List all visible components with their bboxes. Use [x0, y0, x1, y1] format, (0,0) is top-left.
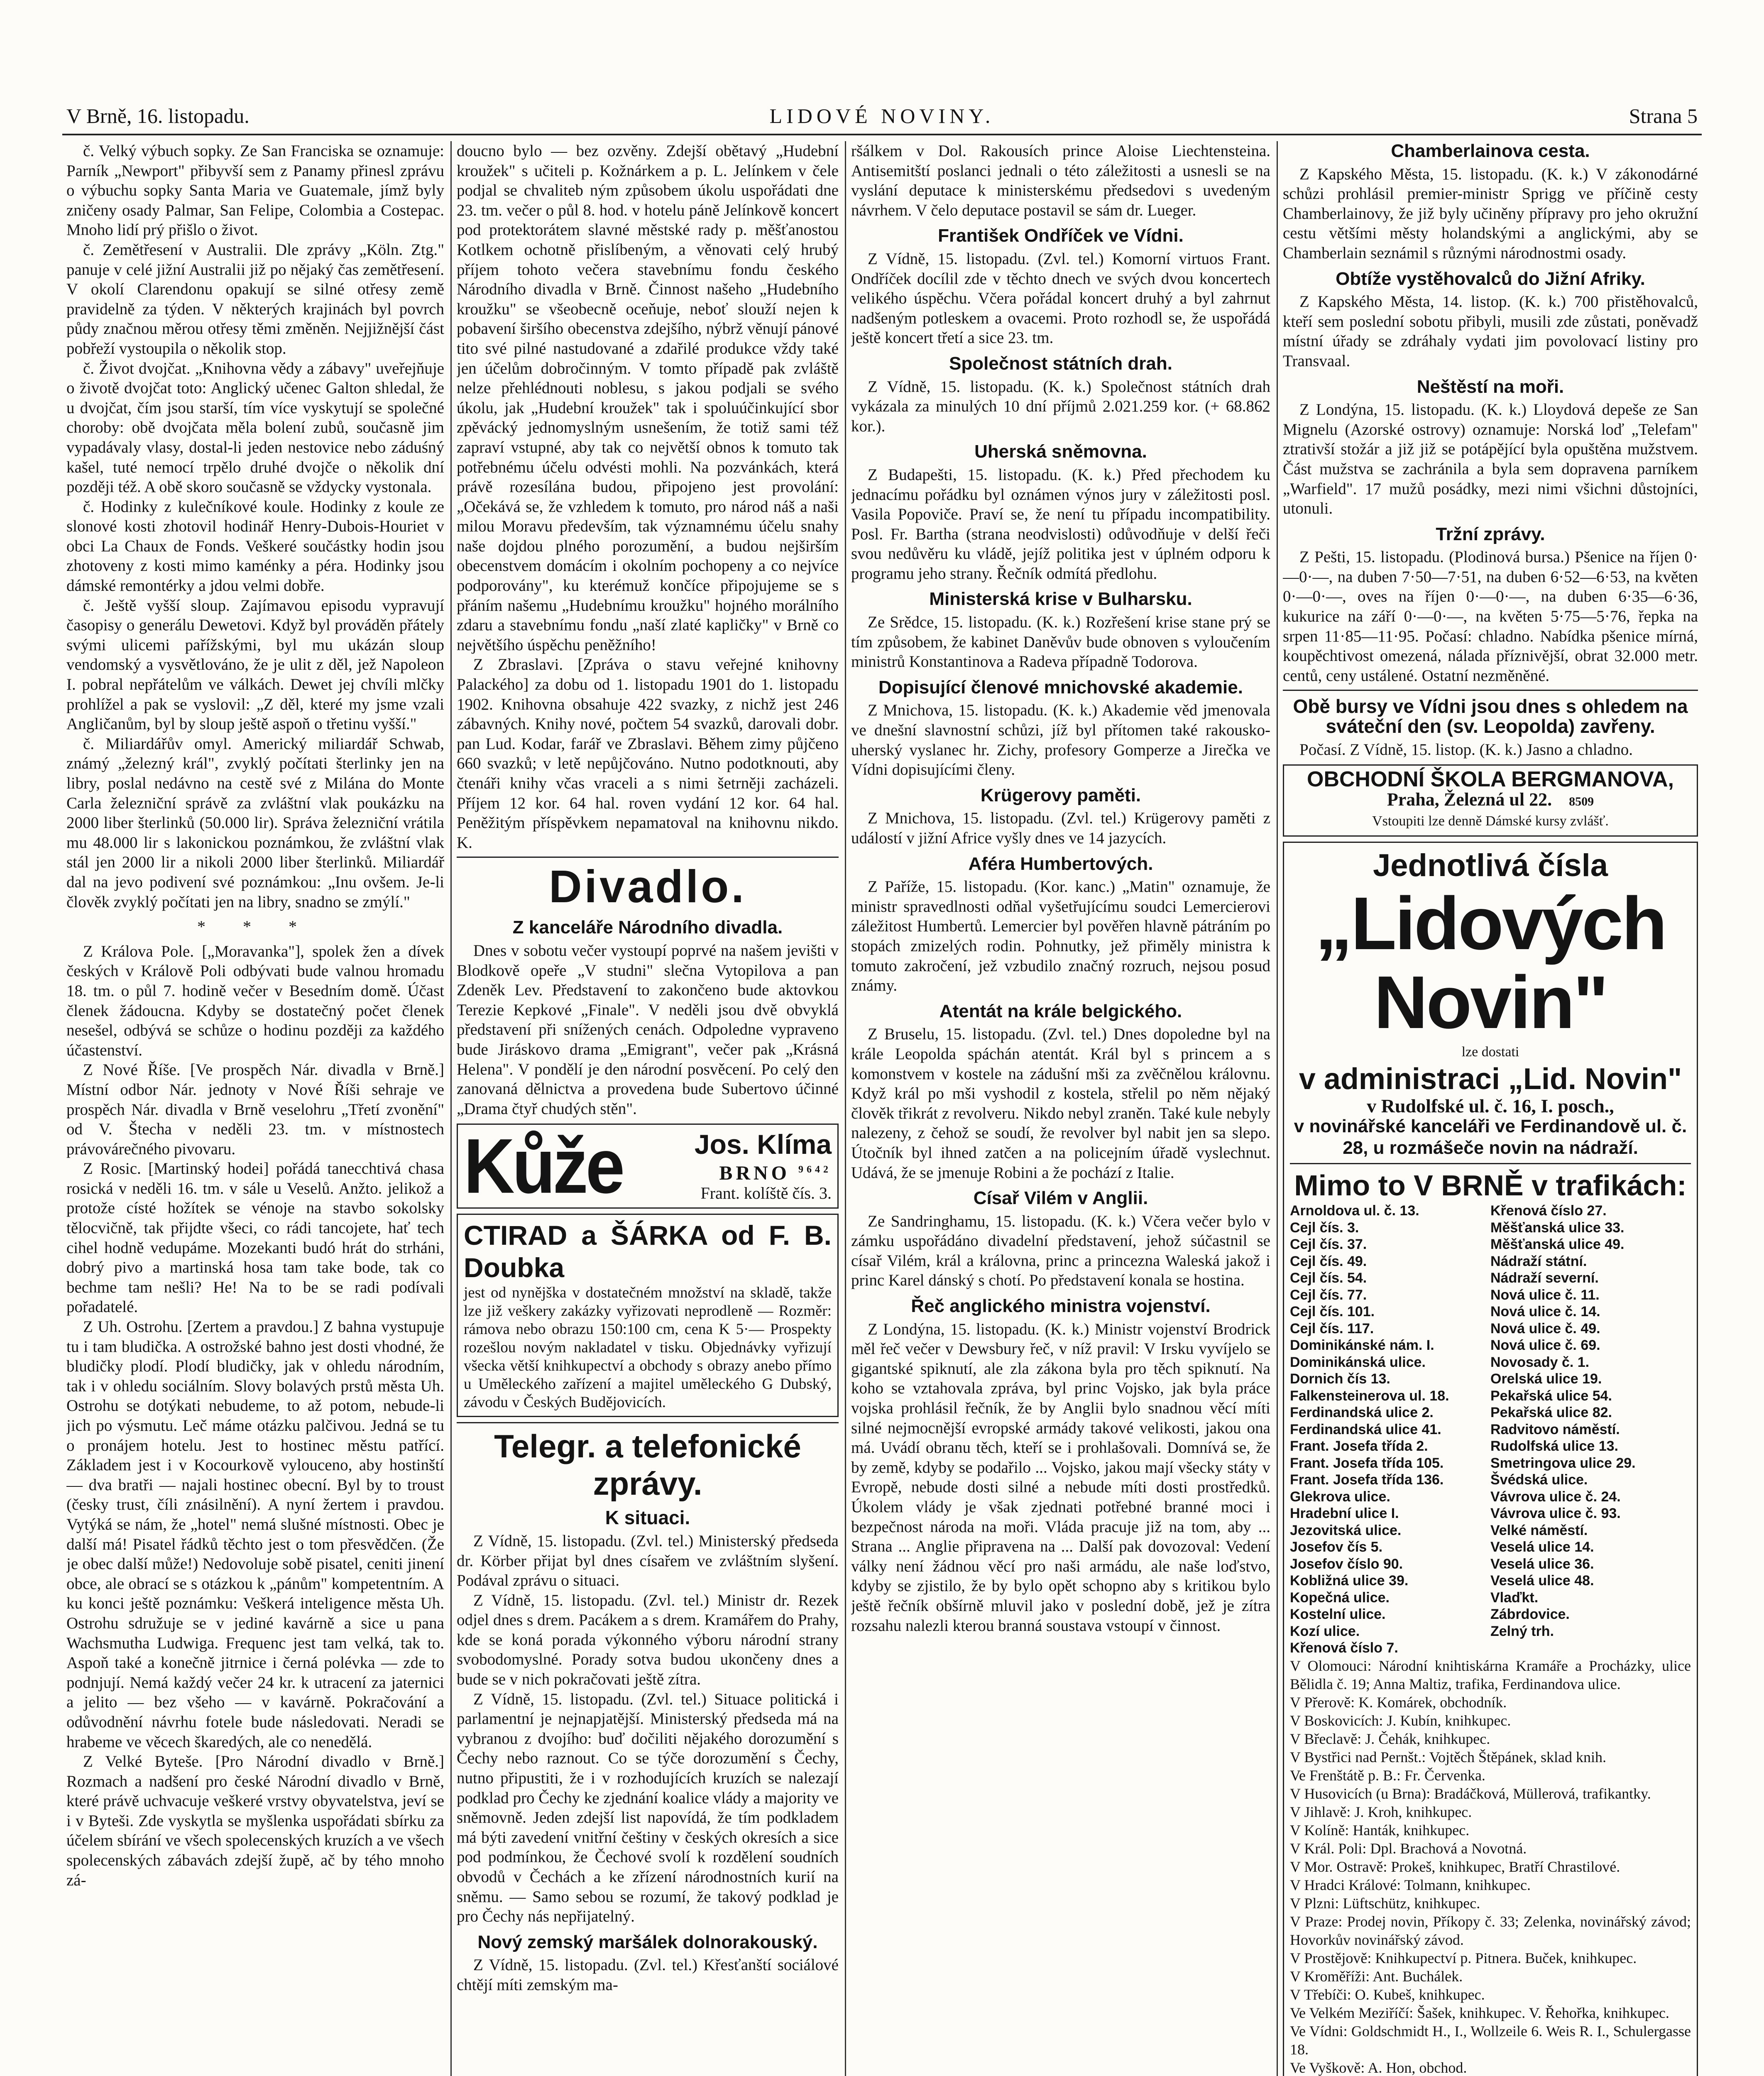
- trafika-item: Radvitovo náměstí.: [1490, 1421, 1620, 1437]
- article-weather: Počasí. Z Vídně, 15. listop. (K. k.) Jasno a chladno.: [1299, 740, 1633, 759]
- trafika-item: Frant. Josefa třída 136.: [1290, 1472, 1444, 1488]
- ad-bergman-sub: Vstoupiti lze denně Dámské kursy zvlášť.: [1372, 813, 1609, 829]
- trafika-item: Ferdinandská ulice 41.: [1290, 1421, 1441, 1437]
- venkov-item: V Jihlavě: J. Kroh, knihkupec.: [1290, 1803, 1472, 1820]
- trafika-item: Nová ulice č. 11.: [1490, 1287, 1600, 1303]
- heading-market: Tržní zprávy.: [1436, 524, 1545, 544]
- trafika-item: Glekrova ulice.: [1290, 1488, 1390, 1505]
- ad-ctirad-body: jest od nynějška v dostatečném množství na skladě, takže lze již veškery zakázky vyřizovati neprodleně — Rozměr: rámova nebo obrazu 150:100 cm, cena K 5·— Prospekty rozešlou novým nakladatel v tisku. Objednávky vyřizují všecka větší knihkupectví a obchody s obrazy anebo přímo u Uměleckého zařízení a majitel uměleckého G Dubský, závodu v Českých Budějovicích.: [464, 1284, 832, 1411]
- heading-emigrants: Obtíže vystěhovalců do Jižní Afriky.: [1336, 268, 1645, 289]
- heading-sea-disaster: Neštěstí na moři.: [1417, 376, 1564, 397]
- heading-marshal: Nový zemský maršálek dolnorakouský.: [477, 1932, 818, 1952]
- venkov-item: V Husovicích (u Brna): Bradáčková, Müllerová, trafikantky.: [1290, 1785, 1651, 1802]
- ad-kuze-firm: [631, 1129, 832, 1203]
- trafika-item: Cejl čís. 101.: [1290, 1304, 1375, 1320]
- trafika-item: Cejl čís. 77.: [1290, 1287, 1367, 1303]
- header-place-date: V Brně, 16. listopadu.: [66, 104, 250, 127]
- trafika-item: Cejl čís. 3.: [1290, 1219, 1359, 1236]
- trafika-list-right: [1490, 1202, 1691, 1657]
- venkov-item: Ve Vídni: Goldschmidt H., I., Wollzeile 6. Weis R. I., Schulergasse 18.: [1290, 2022, 1691, 2058]
- venkov-item: V Břeclavě: J. Čehák, knihkupec.: [1290, 1730, 1490, 1747]
- article-watch: č. Hodinky z kulečníkové koule. Hodinky z koule ze slonové kosti zhotovil hodinář Henry-Dubois-Houriet v obci La Chaux de Fonds. Veškeré součástky hodin jsou zhotoveny z kosti mimo kaménky a péra. Hodinky jsou dámské remontérky a jdou velmi dobře.: [66, 497, 444, 595]
- trafika-item: Křenová číslo 7.: [1290, 1640, 1398, 1656]
- article-velka-bytes-cont: doucno bylo — bez ozvěny. Zdejší obětavý „Hudební kroužek" s učiteli p. Kožnárkem a p. L. Jelínkem v čele podjal se chvaliteb ným způsobem úkolu uspořádati dne 23. tm. večer o půl 8. hod. v hotelu páně Jelínkově koncert pod protektorátem slavné městské rady p. měšťanostou Kotlkem ochotně přislíbeným, a věnovati celý hrubý příjem tohoto večera stavebnímu fondu českého Národního divadla v Brně. Činnost našeho „Hudebního kroužku" se všeobecně oceňuje, neboť slouží nejen k pobavení širšího obecenstva zdejšího, nýbrž věnují pánové tito své pilné nastudované a zdařilé produkce vždy také jen účelům dobročinným. V tomto případě pak zvláště nelze přehlédnouti noblesu, s jakou podjali se svého úkolu, jak „Hudební kroužek" tak i spoluúčinkující sbor zpěvácký jednomyslným usnešením, že totiž sami též zapraví vstupné, aby tak co největší obnos k tomuto tak potřebnému účelu odvésti mohli. Na pozvánkách, která právě rozesílána budou, připojeno jest provolání: „Očekává se, že vzhledem k tomuto, pro národ náš a naši milou Moravu především, tak významnému účelu snahy naše dojdou plného porozumění, a budou nejširším obecenstvem domácím i okolním pochopeny a co nejvíce podporovány", ku kterémuž končíce připojujeme se s přáním našemu „Hudebnímu kroužku" hojného morálního zdaru a stavebnímu fondu „naší zlaté kapličky" v Brně co největšího úspěchu peněžního!: [457, 142, 839, 654]
- trafika-item: Kozí ulice.: [1290, 1623, 1360, 1639]
- notice-bourses-closed: Obě bursy ve Vídni jsou dnes s ohledem na sváteční den (sv. Leopolda) zavřeny.: [1293, 695, 1688, 737]
- trafika-item: Dornich čís 13.: [1290, 1371, 1390, 1387]
- trafika-item: Vávrova ulice č. 24.: [1490, 1488, 1621, 1505]
- venkov-item: V Kroměříži: Ant. Buchálek.: [1290, 1968, 1463, 1985]
- trafika-list: [1290, 1202, 1691, 1657]
- trafika-item: Měšťanská ulice 33.: [1490, 1219, 1625, 1236]
- article-war-minister: Z Londýna, 15. listopadu. (K. k.) Ministr vojenství Brodrick měl řeč večer v Dewsbury řeč, v níž pravil: V Irsku vyvíjelo se gigantské spiknutí, ale zla zákona byla pro těch spiknutí. Na koho se vztahovala zpráva, byl princ Vojsko, jak byla práce vojska prohlásil řečník, že by Anglii bylo snadnou věcí míti silné nejmocnější evropské armády takové velikosti, jakou ona má. Uvádí obranu těch, kteří se i prohlašovali. Domnívá se, že by země, kdyby se podařilo ... Vojsko, jakou mají všecky státy v Evropě, nebude dosti silné a nebude míti dosti prostředků. Úkolem vlády je však zjednati potřebné branné moci i bezpečnost národa na moři. Vláda pracuje již na tom, aby ... Strana ... Anglie připravena na ... Další pak dovozoval: Vedení války není žádnou věcí pro naši armádu, ale naše loďstvo, kdyby se zjistilo, že by bylo opět schopno aby s kritikou bylo ještě řečník obšírně mluvil jako v poslední době, jež je zítra rozsahu nalezli kterou branná soustava vstoupí v činnost.: [851, 1320, 1270, 1635]
- venkov-item: Ve Frenštátě p. B.: Fr. Červenka.: [1290, 1767, 1485, 1784]
- trafika-item: Nová ulice č. 49.: [1490, 1320, 1600, 1337]
- trafika-item: Cejl čís. 37.: [1290, 1236, 1367, 1253]
- ad-rudolfska: v Rudolfské ul. č. 16, I. posch.,: [1367, 1095, 1614, 1116]
- trafika-item: Novosady č. 1.: [1490, 1354, 1590, 1370]
- heading-kruger: Krügerovy paměti.: [980, 785, 1141, 805]
- venkov-item: V Král. Poli: Dpl. Brachová a Novotná.: [1290, 1840, 1527, 1857]
- heading-chamberlain: Chamberlainova cesta.: [1391, 141, 1590, 161]
- venkov-item: V Plzni: Lüftschütz, knihkupec.: [1290, 1895, 1480, 1912]
- venkov-item: Ve Vyškově: A. Hon, obchod.: [1290, 2059, 1467, 2076]
- heading-war-minister: Řeč anglického ministra vojenství.: [911, 1296, 1211, 1317]
- column-1: [66, 141, 444, 2076]
- article-chamberlain: Z Kapského Města, 15. listopadu. (K. k.) V zákonodárné schůzi prohlásil premier-ministr Sprigg ve příčině cesty Chamberlainovy, že již byly učiněny přípravy pro jeho okružní cestu většími městy holandskými a anglickými, aby se Chamberlain seznámil s různými národnostmi osady.: [1283, 165, 1698, 262]
- article-kralovo-pole: Z Králova Pole. [„Moravanka"], spolek žen a dívek českých v Králově Poli odbývati bude valnou hromadu 18. tm. o půl 7. hodině večer v Besedním domě. Účast členek žádoucna. Kdyby se dostatečný počet členek nesešel, odbývá se schůze o hodinu později za každého účastenství.: [66, 942, 444, 1059]
- article-rezek: Z Vídně, 15. listopadu. (Zvl. tel.) Ministr dr. Rezek odjel dnes s drem. Pacákem a s drem. Kramářem do Prahy, kde se koná porada výkonného výboru národní strany svobodomyslné. Porady sotva budou ukončeny dnes a bude se v nich pokračovati ještě zítra.: [457, 1591, 839, 1689]
- trafika-item: Arnoldova ul. č. 13.: [1290, 1203, 1419, 1219]
- trafika-item: Ferdinandská ulice 2.: [1290, 1405, 1434, 1421]
- trafika-item: Vávrova ulice č. 93.: [1490, 1506, 1621, 1522]
- heading-state-railways: Společnost státních drah.: [949, 353, 1172, 374]
- trafika-item: Pekařská ulice 82.: [1490, 1405, 1612, 1421]
- ad-ctirad-sarka: [457, 1214, 839, 1417]
- ad-bergman-address: Praha, Železná ul 22.: [1387, 789, 1552, 810]
- heading-wilhelm: Císař Vilém v Anglii.: [973, 1188, 1148, 1209]
- venkov-item: V Prostějově: Knihkupectví p. Pitnera. Buček, knihkupec.: [1290, 1949, 1637, 1966]
- article-korber: Z Vídně, 15. listopadu. (Zvl. tel.) Ministerský předseda dr. Körber přijat byl dnes císařem ve zvláštním slyšení. Podával zprávu o situaci.: [457, 1532, 839, 1590]
- article-rosice: Z Rosic. [Martinský hodei] pořádá tanecchtivá chasa rosická v neděli 16. tm. v sále u Veselů. Anžto. jelikož a protože císté hožítek se vénoje na stavbo sokolsky tělocvičně, tak přijdte všeci, co rádi tancojete, hať tech cihel hodně vedupáme. Mozekanti budó hrát do strháni, dobrý pivo a martinská hosa tam take bode, tak co bechme tam nešli? He! Na to be se radi podívali pořadatelé.: [66, 1160, 444, 1316]
- divider: [1283, 690, 1698, 691]
- venkov-list: [1290, 1657, 1691, 2076]
- article-belgian-king: Z Bruselu, 15. listopadu. (Zvl. tel.) Dnes dopoledne byl na krále Leopolda spáchán atentát. Král byl s princem a s komonstvem v kostele na zádušní mši za zvěčnělou královnu. Když král po mši vyshodil z kostela, střelil po něm nějaký člověk třikrát z revolveru. Nikdo nebyl zraněn. Také kule nebyly nalezeny, z čehož se soudí, že revolver byl nabit jen sa slepo. Útočník byl ihned zatčen a na policejním úřadě vyslechnut. Udává, že se jmenuje Robini a že pochází z Italie.: [851, 1025, 1270, 1182]
- article-hungarian-diet: Z Budapešti, 15. listopadu. (K. k.) Před přechodem ku jednacímu pořádku byl oznámen výnos jury v záležitosti posl. Vasila Popoviče. Praví se, že není tu případu incompatibility. Posl. Fr. Bartha (strana neodvislosti) odůvodňuje v delší řeči svou nedůvěru ku vládě, jejíž politika jest v úplném odporu k programu jeho strany. Řečník odmítá předlohu.: [851, 465, 1270, 583]
- ad-bergman-number: 8509: [1569, 794, 1594, 808]
- trafika-item: Dominikánská ulice.: [1290, 1354, 1426, 1370]
- article-kruger: Z Mnichova, 15. listopadu. (Zvl. tel.) Krügerovy paměti z událostí v jižní Africe vyšly dnes ve 14 jazycích.: [851, 809, 1270, 847]
- running-header: [62, 104, 1702, 133]
- column-4: [1283, 141, 1698, 2076]
- trafika-item: Cejl čís. 49.: [1290, 1253, 1367, 1269]
- trafika-item: Rudolfská ulice 13.: [1490, 1438, 1618, 1454]
- article-marshal: Z Vídně, 15. listopadu. (Zvl. tel.) Křesťanští sociálové chtějí míti zemským ma-: [457, 1956, 839, 1994]
- trafika-item: Měšťanská ulice 49.: [1490, 1236, 1625, 1253]
- header-rule: [62, 134, 1702, 135]
- ad-mimo-to: Mimo to V BRNĚ v trafikách:: [1294, 1169, 1687, 1202]
- trafika-item: Nádraží státní.: [1490, 1253, 1587, 1269]
- column-rule: [450, 141, 452, 2076]
- divider: [457, 1422, 839, 1423]
- trafika-item: Frant. Josefa třída 2.: [1290, 1438, 1428, 1454]
- article-emigrants: Z Kapského Města, 14. listop. (K. k.) 700 přistěhovalců, kteří sem poslední sobotu přibyli, musili zde zůstati, poněvadž místní úřady se zdráhaly vydati jim povolovací listiny pro Transvaal.: [1283, 293, 1698, 370]
- ad-city: BRNO: [719, 1162, 790, 1185]
- section-title-telegrams: Telegr. a telefonické zprávy.: [494, 1428, 801, 1502]
- ad-address: Frant. kolíště čís. 3.: [700, 1184, 832, 1203]
- article-humbert: Z Paříže, 15. listopadu. (Kor. kanc.) „Matin" oznamuje, že ministr spravedlnosti odňal vyšetřujícímu soudci Lemercierovi záležitost Humbertů. Lemercier byl pověřen hlavně pátráním po stopách zmizelých rodin. Pohnutky, jež přiměly ministra k tomuto zakročení, jež vzbudilo značný rozruch, nejsou posud známy.: [851, 878, 1270, 995]
- article-earthquake: č. Zemětřesení v Australii. Dle zprávy „Köln. Ztg." panuje v celé jižní Australii již po nějaký čas zemětřesení. V okolí Clarendonu opakují se silné otřesy země pravidelně za týden. V některých krajinách byl povrch půdy značnou měrou otřesy těmi změněn. Nejjižnější část pobřeží vystoupila o několik stop.: [66, 240, 444, 357]
- trafika-item: Veselá ulice 36.: [1490, 1556, 1594, 1572]
- trafika-item: Nová ulice č. 14.: [1490, 1304, 1600, 1320]
- article-zbraslav: Z Zbraslavi. [Zpráva o stavu veřejné knihovny Palackého] za dobu od 1. listopadu 1901 do 1. listopadu 1902. Knihovna obsahuje 422 svazky, z nichž jest 246 zábavných. Knihy nové, počtem 54 svazků, darovali dobr. pan Lud. Kodar, farář ve Zbraslavi. Během zimy půjčeno 660 svazků; v letě nepůjčováno. Nutno podotknouti, aby čtenáři knihy včas vraceli a s nimi šetrněji zacházeli. Příjem 12 kor. 64 hal. roven vydání 12 kor. 64 hal. Peněžitým příspěvkem nepamatoval na knihovnu nikdo. K.: [457, 656, 839, 852]
- trafika-item: Nová ulice č. 69.: [1490, 1337, 1600, 1354]
- venkov-item: V Třebíči: O. Kubeš, knihkupec.: [1290, 1986, 1485, 2003]
- venkov-item: V Přerově: K. Komárek, obchodník.: [1290, 1694, 1507, 1711]
- trafika-item: Kostelní ulice.: [1290, 1606, 1386, 1623]
- ad-firm-name: Jos. Klíma: [694, 1129, 832, 1160]
- trafika-item: Dominikánské nám. I.: [1290, 1337, 1434, 1354]
- article-state-railways: Z Vídně, 15. listopadu. (K. k.) Společnost státních drah vykázala za minulých 10 dní příjmů 2.021.259 kor. (+ 68.862 kor.).: [851, 377, 1270, 435]
- trafika-item: Vlaďkt.: [1490, 1589, 1539, 1606]
- venkov-item: V Bystřici nad Pernšt.: Vojtěch Štěpánek, sklad knih.: [1290, 1748, 1606, 1765]
- ad-jednotliva: Jednotlivá čísla: [1373, 848, 1608, 883]
- trafika-item: Hradební ulice I.: [1290, 1506, 1399, 1522]
- ad-single-copies: [1283, 842, 1698, 2076]
- trafika-item: Veselá ulice 48.: [1490, 1573, 1594, 1589]
- trafika-item: Jezovitská ulice.: [1290, 1522, 1402, 1538]
- ad-bergman-title: OBCHODNÍ ŠKOLA BERGMANOVA,: [1307, 767, 1674, 792]
- ad-lidovych-novin: „Lidových Novin": [1315, 882, 1666, 1044]
- trafika-item: Nádraží severní.: [1490, 1270, 1599, 1286]
- heading-academy: Dopisující členové mnichovské akademie.: [878, 677, 1243, 698]
- trafika-item: Smetringova ulice 29.: [1490, 1455, 1636, 1471]
- article-situation: Z Vídně, 15. listopadu. (Zvl. tel.) Situace politická i parlamentní je nejnapjatější. Ministerský předseda má na vybranou z dvojího: buď dočiliti nějakého dorozumění s Čechy nebo raznout. Co se týče dorozumění s Čechy, nutno připustiti, že i v rozhodujících kruzích se nalezají podklad pro Čechy ke zjednání koalice vlády a majority ve sněmovně. Jeden zdejší list napovídá, že tím podkladem má býti zavedení vnitřní češtiny v českých okresích a sice pod podmínkou, že Čechové svolí k rozdělení soudních obvodů v Čechách a ke zřízení národnostních kurií na sněmu. — Samo sebou se rozumí, že takový podklad je pro Čechy nás nepřijatelný.: [457, 1690, 839, 1926]
- trafika-item: Zábrdovice.: [1490, 1606, 1570, 1623]
- article-volcano: č. Velký výbuch sopky. Ze San Franciska se oznamuje: Parník „Newport" přibyvší sem z Panamy přinesl zprávu o výbuchu sopky Santa Maria ve Guatemale, jímž byly zničeny osady Palmar, San Felipe, Colombia a Costepac. Mnoho lidí prý přišlo o život.: [66, 142, 444, 239]
- article-bulgaria: Ze Srědce, 15. listopadu. (K. k.) Rozřešení krise stane prý se tím způsobem, že kabinet Daněvův bude obnoven s vyloučením ministrů Konstantinova a Radeva případně Todorova.: [851, 613, 1270, 671]
- venkov-item: V Kolíně: Hanták, knihkupec.: [1290, 1821, 1470, 1839]
- heading-situation: K situaci.: [605, 1507, 690, 1529]
- trafika-item: Cejl čís. 54.: [1290, 1270, 1367, 1286]
- column-3: [851, 141, 1270, 2076]
- header-page-number: Strana 5: [1629, 104, 1698, 127]
- ad-kancelar: v novinářské kanceláři ve Ferdinandově ul. č. 28, u rozmášeče novin na nádraží.: [1294, 1116, 1687, 1158]
- article-nova-rise: Z Nové Říše. [Ve prospěch Nár. divadla v Brně.] Místní odbor Nár. jednoty v Nové Říši sehraje ve prospěch Nár. divadla v Brně veselohru „Třetí zvonění" od V. Štecha v neděli 23. tm. v místnostech právovárečného pivovaru.: [66, 1061, 444, 1158]
- article-velka-bytes: Z Velké Byteše. [Pro Národní divadlo v Brně.] Rozmach a nadšení pro české Národní divadlo v Brně, které právě uchvacuje veškeré vrstvy obyvatelstva, jeví se i v Byteši. Zde vyskytla se myšlenka uspořádati sbírku za účelem sbírání ve všech spolecenských kruzích a ve všech spolecenských zábavách zdejší župě, ač by tého mnoho zá-: [66, 1753, 444, 1889]
- ad-administrace: v administraci „Lid. Novin": [1299, 1062, 1682, 1096]
- heading-belgian-king: Atentát na krále belgického.: [939, 1001, 1182, 1021]
- trafika-item: Frant. Josefa třída 105.: [1290, 1455, 1444, 1471]
- trafika-item: Velké náměstí.: [1490, 1522, 1588, 1538]
- ad-ctirad-title: CTIRAD a ŠÁRKA od F. B. Doubka: [464, 1220, 832, 1283]
- ad-kuze-word: Kůže: [464, 1123, 623, 1210]
- venkov-item: V Olomouci: Národní knihtiskárna Kramáře a Procházky, ulice Bělidla č. 19; Anna Maltiz, trafika, Ferdinandova ulice.: [1290, 1657, 1691, 1692]
- article-millionaire: č. Miliardářův omyl. Americký miliardář Schwab, známý „železný král", zvyklý počítati šterlinky jen na libry, poslal nedávno na cestě své z Milána do Monte Carla železniční správě za zvláštní vlak poukázku na 2000 liber šterlinků (50.000 lir). Správa železniční vrátila mu 48.000 lir s lakonickou poznámkou, že zvláštní vlak stál jen 2000 lir a nikoli 2000 liber šterlinků. Miliardář dal na jevo podivení své poznámkou: „Inu ovšem. Je-li člověk zvyklý počítati jen na libry, snadno se zmýlí.": [66, 734, 444, 911]
- trafika-item: Zelný trh.: [1490, 1623, 1554, 1639]
- section-title-divadlo: Divadlo.: [549, 861, 746, 913]
- heading-kancelar: Z kanceláře Národního divadla.: [512, 917, 783, 938]
- heading-humbert: Aféra Humbertových.: [968, 853, 1153, 874]
- trafika-item: Kobližná ulice 39.: [1290, 1573, 1409, 1589]
- ad-lze-dostati: lze dostati: [1461, 1044, 1519, 1060]
- trafika-item: Orelská ulice 19.: [1490, 1371, 1602, 1387]
- trafika-item: Cejl čís. 117.: [1290, 1320, 1374, 1337]
- article-sea-disaster: Z Londýna, 15. listopadu. (K. k.) Lloydová depeše ze San Mignelu (Azorské ostrovy) oznamuje: Norská loď „Telefam" ztrativší stožár a již již se potápějící byla opuštěna mužstvem. Část mužstva se zachránila a byla sem dopravena parníkem „Warfield". 17 mužů posádky, mezi nimi všichni důstojníci, utonuli.: [1283, 401, 1698, 518]
- heading-ondricek: František Ondříček ve Vídni.: [938, 225, 1184, 246]
- ad-number: 9642: [798, 1164, 832, 1175]
- article-twins: č. Život dvojčat. „Knihovna vědy a zábavy" uveřejňuje o životě dvojčat toto: Anglický učenec Galton shledal, že u dvojčat, čím jsou starší, tím více vyskytují se společné choroby: obě dvojčata měla bolení zubů, současně jim vypadávaly vlasy, dostal-li jeden nestovice nebo záduśný kašel, tuté nemocí trpělo druhé dvojče o několik dní později též. A obě skoro současně se vždycky vystonala.: [66, 359, 444, 496]
- ad-bergman-address-line: [1290, 790, 1691, 812]
- article-wilhelm: Ze Sandringhamu, 15. listopadu. (K. k.) Včera večer bylo v zámku uspořádáno divadelní představení, jehož súčastnil se císař Vilém, král a královna, princ a princezna Waleská jakož i princ Karel dánský s chotí. Po představení konala se hostina.: [851, 1212, 1270, 1290]
- heading-bulgaria: Ministerská krise v Bulharsku.: [929, 589, 1192, 610]
- trafika-item: Veselá ulice 14.: [1490, 1539, 1594, 1555]
- article-market: Z Pešti, 15. listopadu. (Plodinová bursa.) Pšenice na říjen 0·—0·—, na duben 7·50—7·51, na duben 6·52—6·53, na květen 0·—0·—, oves na říjen 0·—0·—, na duben 6·35—6·36, kukurice na září 0·—0·—, na květen 5·75—5·76, řepka na srpen 11·85—11·95. Počasí: chladno. Nabídka pšenice mírná, koupěchtivost omezená, nálada příznivější, obrat 32.000 metr. centů, ceny ustálené. Ostatní nezměněné.: [1283, 548, 1698, 685]
- trafika-item: Švédská ulice.: [1490, 1472, 1588, 1488]
- venkov-item: V Praze: Prodej novin, Příkopy č. 33; Zelenka, novinářský závod; Hovorkův novinářský závod.: [1290, 1913, 1691, 1948]
- trafika-item: Falkensteinerova ul. 18.: [1290, 1388, 1449, 1404]
- divider: [1290, 1163, 1691, 1164]
- column-rule: [1277, 141, 1278, 2076]
- venkov-item: V Mor. Ostravě: Prokeš, knihkupec, Bratří Chrastilové.: [1290, 1858, 1620, 1875]
- trafika-item: Josefov číslo 90.: [1290, 1556, 1403, 1572]
- venkov-item: V Hradci Králové: Tolmann, knihkupec.: [1290, 1876, 1531, 1893]
- article-marshal-cont: ršálkem v Dol. Rakousích prince Aloise Liechtensteina. Antisemitští poslanci jednali o této záležitosti a usnesli se na vyslání deputace k ministerskému předsedovi s uvedeným návrhem. V čelo deputace postavil se sám dr. Lueger.: [851, 142, 1270, 219]
- trafika-item: Křenová číslo 27.: [1490, 1203, 1607, 1219]
- trafika-item: Pekařská ulice 54.: [1490, 1388, 1612, 1404]
- trafika-list-left: [1290, 1202, 1490, 1657]
- trafika-item: Kopečná ulice.: [1290, 1589, 1390, 1606]
- heading-hungarian-diet: Uherská sněmovna.: [974, 441, 1147, 462]
- article-uh-ostroh: Z Uh. Ostrohu. [Zertem a pravdou.] Z bahna vystupuje tu i tam bludička. A ostrožské bahno jest dosti vhodné, že bludičky plodí. Plodí bludičky, jak v ohledu národním, tak i v ohledu sociálním. Slovy bolavých prstů města Uh. Ostrohu se dotýkati nebudeme, to až potom, nebude-li jich po výsmutu. Leč máme otázku palčivou. Jedná se tu o pronájem hotelu. Jest to hostinec městu patřící. Základem jest i v Kocourkově vylouceno, aby hostinští — dva bratři — najali hostinec obecní. Byl by to troust (česky trust, číli znásilnění). A nyní žertem i pravdou. Vytýká se nám, že „hotel" nemá slušné místnosti. Obec je další má! Pisatel řádků těchto jest o tom přesvědčen. (Že je obec další může!) Nedovoluje sobě pisatel, ceniti jinení obce, ale obrací se s otázkou k „pánům" kompetentním. A ku konci ještě poznámku: Veškerá inteligence města Uh. Ostrohu sdružuje se v jediné kavárně a sice u pana Wachsmutha Ludwiga. Frequenc jest tam velká, tak to. Aspoň také a konečně jitrnice i černá polévka — zde to podnjují. Nemá každý večer 24 kr. k utracení za jaternici a jelito — bez všeho — v kavárně. Pokračování a odůvodnění návrhu fotele bude následovati. Neradi se hrabeme ve věcech škaredých, ale co nenedělá.: [66, 1318, 444, 1751]
- column-rule: [845, 141, 846, 2076]
- ad-kuze-klima: [457, 1124, 839, 1209]
- article-column: č. Ještě vyšší sloup. Zajímavou episodu vypravují časopisy o generálu Dewetovi. Když byl prováděn přátely svými ulicemi pařížskými, byl mu ukázán sloup vendomský a vysvětlováno, že je ulit z děl, jež Napoleon I. pobral nepřátelům ve válkách. Dewet jej chvíli mlčky prohlížel a pak se vyslovil: „Z děl, které my jsme vzali Angličanům, byl by sloup ještě aspoň o třetinu vyšší.": [66, 596, 444, 733]
- header-paper-name: LIDOVÉ NOVINY.: [769, 104, 995, 127]
- trafika-item: Josefov čís 5.: [1290, 1539, 1383, 1555]
- ad-city-line: [631, 1160, 832, 1183]
- venkov-item: V Boskovicích: J. Kubín, knihkupec.: [1290, 1712, 1511, 1729]
- article-academy: Z Mnichova, 15. listopadu. (K. k.) Akademie věd jmenovala ve dnešní slavnostní schůzi, jíž byl přítomen také rakousko-uherský vyslanec hr. Zichy, profesory Gomperze a Jirečka ve Vídni dopisujícími členy.: [851, 701, 1270, 779]
- divider: [457, 857, 839, 858]
- venkov-item: Ve Velkém Meziříčí: Šašek, knihkupec. V. Řehořka, knihkupec.: [1290, 2004, 1669, 2021]
- section-separator: * * *: [197, 917, 313, 936]
- article-ondricek: Z Vídně, 15. listopadu. (Zvl. tel.) Komorní virtuos Frant. Ondříček docílil zde v těchto dnech ve svých dvou koncertech velikého úspěchu. Včera pořádal koncert druhý a byl zahrnut nadšeným potleskem a ovacemi. Proto rozhodl se, že uspořádá ještě koncert třetí a sice 23. tm.: [851, 250, 1270, 347]
- article-theatre: Dnes v sobotu večer vystoupí poprvé na našem jevišti v Blodkově opeře „V studni" slečna Vytopilova a pan Zdeněk Lev. Představení to zakončeno bude aktovkou Terezie Kepkové „Finale". V neděli jsou dvě obvyklá představení při snížených cenách. Odpoledne vypraveno bude Jiráskovo drama „Emigrant", večer pak „Krásná Helena". V pondělí je den národní posvěcení. Po celý den zanovaná dělnictva a provedena bude Subertovo účinné „Drama čtyř chudých stěn".: [457, 941, 839, 1118]
- column-2: [457, 141, 839, 2076]
- ad-bergman-school: [1283, 764, 1698, 837]
